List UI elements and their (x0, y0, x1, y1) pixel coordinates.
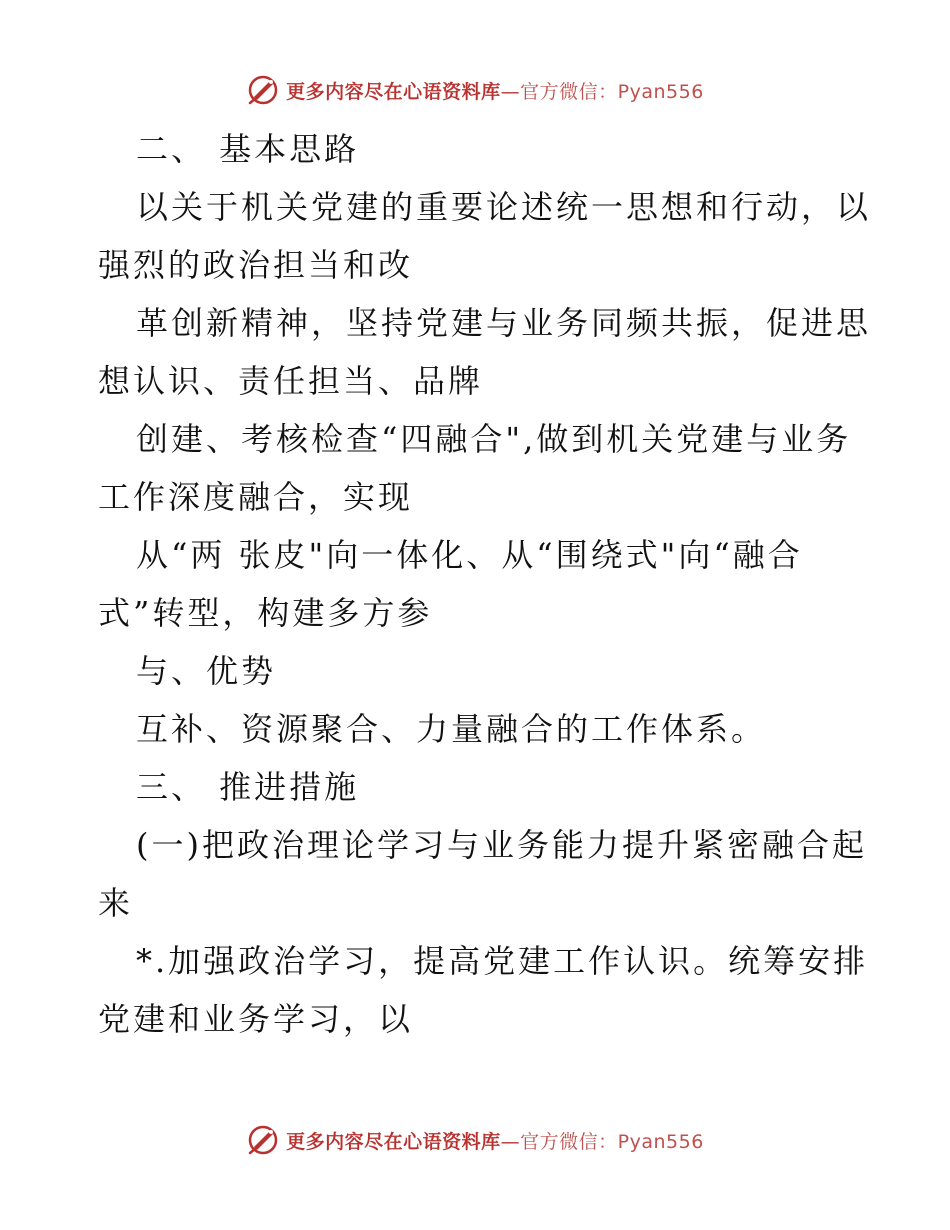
paragraph-line: 式”转型，构建多方参 (98, 594, 433, 632)
section-heading-3: 三、 推进措施 (136, 768, 360, 806)
paragraph-line: 创建、考核检查“四融合",做到机关党建与业务 (136, 420, 852, 458)
footer-banner-text (286, 1127, 704, 1154)
section-heading-2: 二、 基本思路 (136, 130, 360, 168)
paragraph-line: 革创新精神，坚持党建与业务同频共振，促进思 (136, 304, 872, 342)
subsection-heading-1: (一)把政治理论学习与业务能力提升紧密融合起 (136, 826, 867, 864)
paragraph-line: 工作深度融合，实现 (98, 478, 414, 516)
footer-banner-wechat: 官方微信：Pyan556 (520, 1130, 704, 1153)
paragraph-line: 党建和业务学习，以 (98, 1000, 414, 1038)
paragraph-line: 来 (98, 884, 134, 922)
paragraph-line: *.加强政治学习，提高党建工作认识。统筹安排 (136, 942, 869, 980)
paragraph-line: 从“两 张皮"向一体化、从“围绕式"向“融合 (136, 536, 803, 574)
footer-banner-main: 更多内容尽在心语资料库 (286, 1130, 501, 1153)
footer-banner-sep: — (500, 1130, 521, 1153)
document-body (98, 120, 872, 1048)
paragraph-line: 互补、资源聚合、力量融合的工作体系。 (136, 710, 767, 748)
pen-seal-logo-icon (246, 73, 280, 107)
header-banner-sep: — (500, 80, 521, 103)
header-banner-main: 更多内容尽在心语资料库 (286, 80, 501, 103)
paragraph-line: 想认识、责任担当、品牌 (98, 362, 484, 400)
footer-banner (0, 1120, 950, 1160)
paragraph-line: 以关于机关党建的重要论述统一思想和行动，以 (136, 188, 872, 226)
header-banner-text (286, 77, 704, 104)
paragraph-line: 强烈的政治担当和改 (98, 246, 414, 284)
header-banner-wechat: 官方微信：Pyan556 (520, 80, 704, 103)
paragraph-line: 与、优势 (136, 652, 277, 690)
header-banner (0, 70, 950, 110)
pen-seal-logo-icon (246, 1123, 280, 1157)
